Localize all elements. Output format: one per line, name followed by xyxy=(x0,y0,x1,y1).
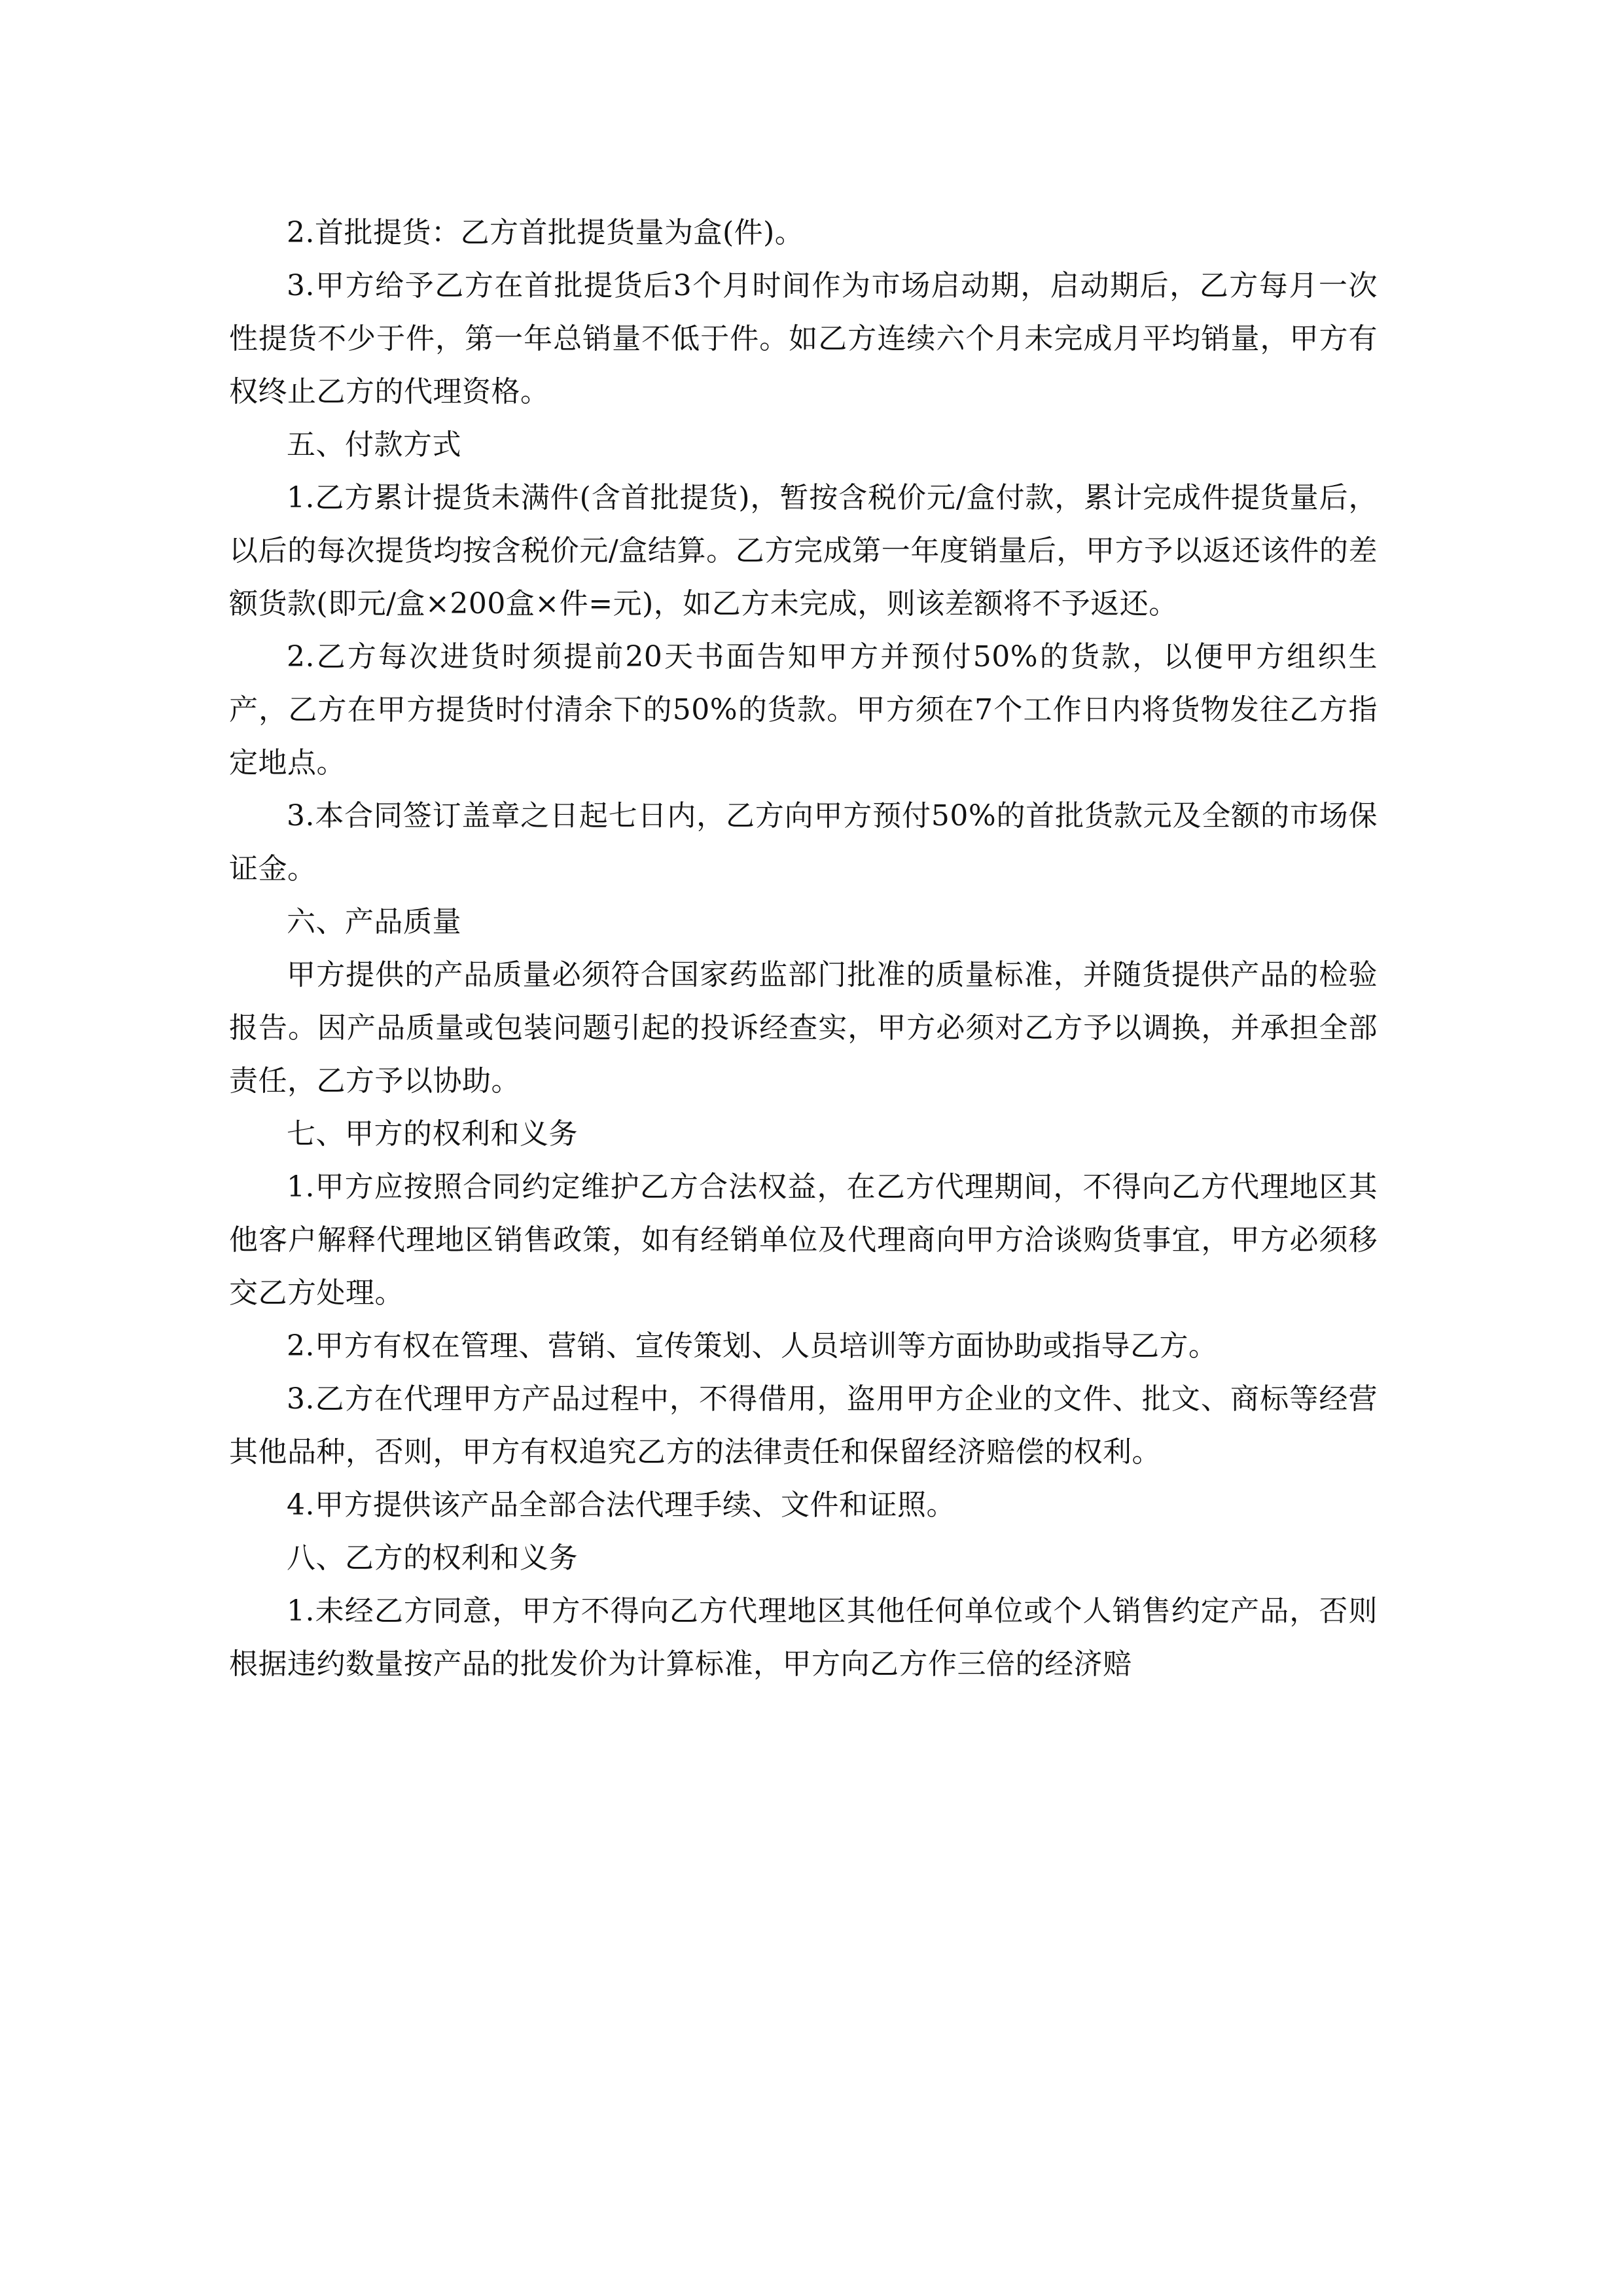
clause-first-pickup: 2.首批提货：乙方首批提货量为盒(件)。 xyxy=(287,216,804,249)
section-heading-party-a-rights: 七、甲方的权利和义务 xyxy=(287,1117,578,1151)
section-heading-payment: 五、付款方式 xyxy=(287,428,461,461)
clause-market-launch: 3.甲方给予乙方在首批提货后3个月时间作为市场启动期，启动期后，乙方每月一次性提货不少于件，第一年总销量不低于件。如乙方连续六个月未完成月平均销量，甲方有权终止乙方的代理资格。 xyxy=(229,269,1378,408)
clause-party-a-4: 4.甲方提供该产品全部合法代理手续、文件和证照。 xyxy=(287,1488,955,1522)
clause-party-b-1: 1.未经乙方同意，甲方不得向乙方代理地区其他任何单位或个人销售约定产品，否则根据违约数量按产品的批发价为计算标准，甲方向乙方作三倍的经济赔 xyxy=(229,1594,1378,1681)
clause-party-a-2: 2.甲方有权在管理、营销、宣传策划、人员培训等方面协助或指导乙方。 xyxy=(287,1329,1218,1363)
clause-payment-3: 3.本合同签订盖章之日起七日内，乙方向甲方预付50%的首批货款元及全额的市场保证金。 xyxy=(229,799,1378,886)
clause-quality: 甲方提供的产品质量必须符合国家药监部门批准的质量标准，并随货提供产品的检验报告。因产品质量或包装问题引起的投诉经查实，甲方必须对乙方予以调换，并承担全部责任，乙方予以协助。 xyxy=(229,958,1378,1098)
section-heading-quality: 六、产品质量 xyxy=(287,905,461,939)
contract-body xyxy=(229,206,1378,1691)
clause-party-a-1: 1.甲方应按照合同约定维护乙方合法权益，在乙方代理期间，不得向乙方代理地区其他客户解释代理地区销售政策，如有经销单位及代理商向甲方洽谈购货事宜，甲方必须移交乙方处理。 xyxy=(229,1170,1378,1310)
section-heading-party-b-rights: 八、乙方的权利和义务 xyxy=(287,1541,578,1575)
clause-payment-2: 2.乙方每次进货时须提前20天书面告知甲方并预付50%的货款，以便甲方组织生产，乙方在甲方提货时付清余下的50%的货款。甲方须在7个工作日内将货物发往乙方指定地点。 xyxy=(229,640,1378,780)
clause-party-a-3: 3.乙方在代理甲方产品过程中，不得借用，盗用甲方企业的文件、批文、商标等经营其他品种，否则，甲方有权追究乙方的法律责任和保留经济赔偿的权利。 xyxy=(229,1382,1378,1469)
clause-payment-1: 1.乙方累计提货未满件(含首批提货)，暂按含税价元/盒付款，累计完成件提货量后，以后的每次提货均按含税价元/盒结算。乙方完成第一年度销量后，甲方予以返还该件的差额货款(即元/盒×200盒×件=元)，如乙方未完成，则该差额将不予返还。 xyxy=(229,481,1378,620)
